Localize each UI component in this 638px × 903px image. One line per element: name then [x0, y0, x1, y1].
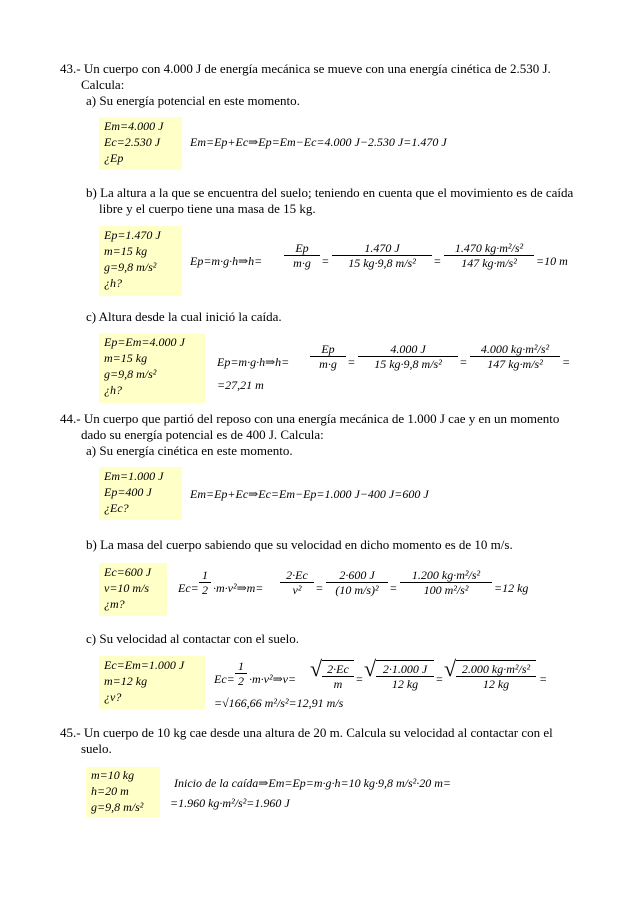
fraction: Ep m·g: [310, 342, 346, 371]
fraction: 2.000 kg·m²/s² 12 kg: [456, 662, 536, 691]
problem-43b-question: b) La altura a la que se encuentra del suelo; teniendo en cuenta que el movimiento es de caída: [86, 185, 574, 200]
sqrt-icon: √: [310, 656, 323, 681]
problem-43b-givens: [99, 226, 182, 296]
given-line: m=15 kg: [104, 244, 148, 258]
fraction: Ep m·g: [284, 241, 320, 270]
sqrt-icon: √: [444, 656, 457, 681]
equals-sign: =: [316, 581, 323, 595]
given-line: g=9,8 m/s²: [104, 367, 157, 381]
radical-bar: [376, 660, 434, 661]
problem-44a-equation: Em=Ep+Ec⇒Ec=Em−Ep=1.000 J−400 J=600 J: [190, 487, 429, 501]
fraction: 1.200 kg·m²/s² 100 m²/s²: [400, 568, 492, 597]
equals-sign: =: [356, 672, 363, 686]
problem-45-heading-cont: suelo.: [81, 741, 112, 756]
sqrt-icon: √: [364, 656, 377, 681]
given-line: Em=1.000 J: [104, 469, 164, 483]
given-line: ¿v?: [104, 690, 122, 704]
radical-bar: [322, 660, 354, 661]
fraction: 4.000 kg·m²/s² 147 kg·m/s²: [470, 342, 560, 371]
problem-44-heading-cont: dado su energía potencial es de 400 J. Calcula:: [81, 427, 324, 442]
problem-45-heading: 45.- Un cuerpo de 10 kg cae desde una altura de 20 m. Calcula su velocidad al contactar con el: [60, 725, 553, 740]
fraction: 2·1.000 J 12 kg: [376, 662, 434, 691]
equals-sign: =: [436, 672, 443, 686]
problem-44a-question: a) Su energía cinética en este momento.: [86, 443, 293, 458]
problem-43a-question: a) Su energía potencial en este momento.: [86, 93, 300, 108]
given-line: Ep=Em=4.000 J: [104, 335, 185, 349]
problem-43c-question: c) Altura desde la cual inició la caída.: [86, 309, 282, 324]
problem-44b-givens: [99, 563, 167, 616]
given-line: Ep=1.470 J: [104, 228, 161, 242]
radical-bar: [456, 660, 536, 661]
given-line: m=10 kg: [91, 768, 135, 782]
equals-sign: =: [434, 254, 441, 268]
equals-sign: =: [390, 581, 397, 595]
problem-44c-eq-mid: ·m·v²⇒v=: [249, 672, 297, 686]
problem-43b-eq-lhs: Ep=m·g·h⇒h=: [190, 254, 263, 268]
problem-43-heading: 43.- Un cuerpo con 4.000 J de energía mecánica se mueve con una energía cinética de 2.530 J.: [60, 61, 551, 76]
given-line: ¿h?: [104, 276, 122, 290]
problem-43b-question-cont: libre y el cuerpo tiene una masa de 15 kg.: [99, 201, 316, 216]
problem-45-givens: [86, 767, 160, 817]
fraction: 2·Ec v²: [280, 568, 314, 597]
problem-44b-eq-lhs: Ec=: [178, 581, 199, 595]
fraction: 1 2: [235, 659, 247, 688]
given-line: g=9,8 m/s²: [104, 260, 157, 274]
problem-44c-eq-lhs: Ec=: [214, 672, 235, 686]
problem-44a-givens: [99, 467, 182, 520]
fraction: 1.470 J 15 kg·9,8 m/s²: [332, 241, 432, 270]
problem-44c-result: =√166,66 m²/s²=12,91 m/s: [214, 696, 344, 710]
given-line: Ec=600 J: [104, 565, 152, 579]
problem-44-heading: 44.- Un cuerpo que partió del reposo con una energía mecánica de 1.000 J cae y en un momento: [60, 411, 560, 426]
fraction: 2·600 J (10 m/s)²: [326, 568, 388, 597]
fraction: 2·Ec m: [322, 662, 354, 691]
fraction: 1.470 kg·m²/s² 147 kg·m/s²: [444, 241, 534, 270]
given-line: v=10 m/s: [104, 581, 150, 595]
problem-43-heading-cont: Calcula:: [81, 77, 125, 92]
given-line: Ec=Em=1.000 J: [104, 658, 185, 672]
equals-sign: =: [348, 355, 355, 369]
given-line: ¿Ec?: [104, 501, 129, 515]
problem-43a-equation: Em=Ep+Ec⇒Ep=Em−Ec=4.000 J−2.530 J=1.470 J: [190, 135, 447, 149]
given-line: m=15 kg: [104, 351, 148, 365]
given-line: Ep=400 J: [104, 485, 152, 499]
problem-44c-givens: [99, 656, 205, 709]
equals-sign: =: [322, 254, 329, 268]
given-line: g=9,8 m/s²: [91, 800, 144, 814]
problem-44c-eq-tail: =: [539, 672, 548, 686]
problem-43c-eq-lhs: Ep=m·g·h⇒h=: [217, 355, 290, 369]
problem-43b-result: =10 m: [536, 254, 568, 268]
problem-44c-question: c) Su velocidad al contactar con el suelo.: [86, 631, 299, 646]
problem-45-line1: Inicio de la caída⇒Em=Ep=m·g·h=10 kg·9,8 m/s²·20 m=: [174, 776, 452, 790]
given-line: Ec=2.530 J: [104, 135, 161, 149]
problem-44b-eq-mid: ·m·v²⇒m=: [213, 581, 264, 595]
given-line: h=20 m: [91, 784, 129, 798]
given-line: ¿m?: [104, 597, 125, 611]
problem-45-line2: =1.960 kg·m²/s²=1.960 J: [170, 796, 290, 810]
given-line: ¿Ep: [104, 151, 124, 165]
problem-43c-givens: [99, 333, 205, 403]
given-line: ¿h?: [104, 383, 122, 397]
problem-44b-result: =12 kg: [494, 581, 529, 595]
given-line: Em=4.000 J: [104, 119, 164, 133]
problem-43a-givens: [99, 117, 182, 170]
given-line: m=12 kg: [104, 674, 148, 688]
equals-sign: =: [460, 355, 467, 369]
problem-43c-result: =27,21 m: [217, 378, 264, 392]
problem-43c-eq-tail: =: [562, 355, 571, 369]
fraction: 1 2: [199, 568, 211, 597]
fraction: 4.000 J 15 kg·9,8 m/s²: [358, 342, 458, 371]
problem-44b-question: b) La masa del cuerpo sabiendo que su velocidad en dicho momento es de 10 m/s.: [86, 537, 513, 552]
